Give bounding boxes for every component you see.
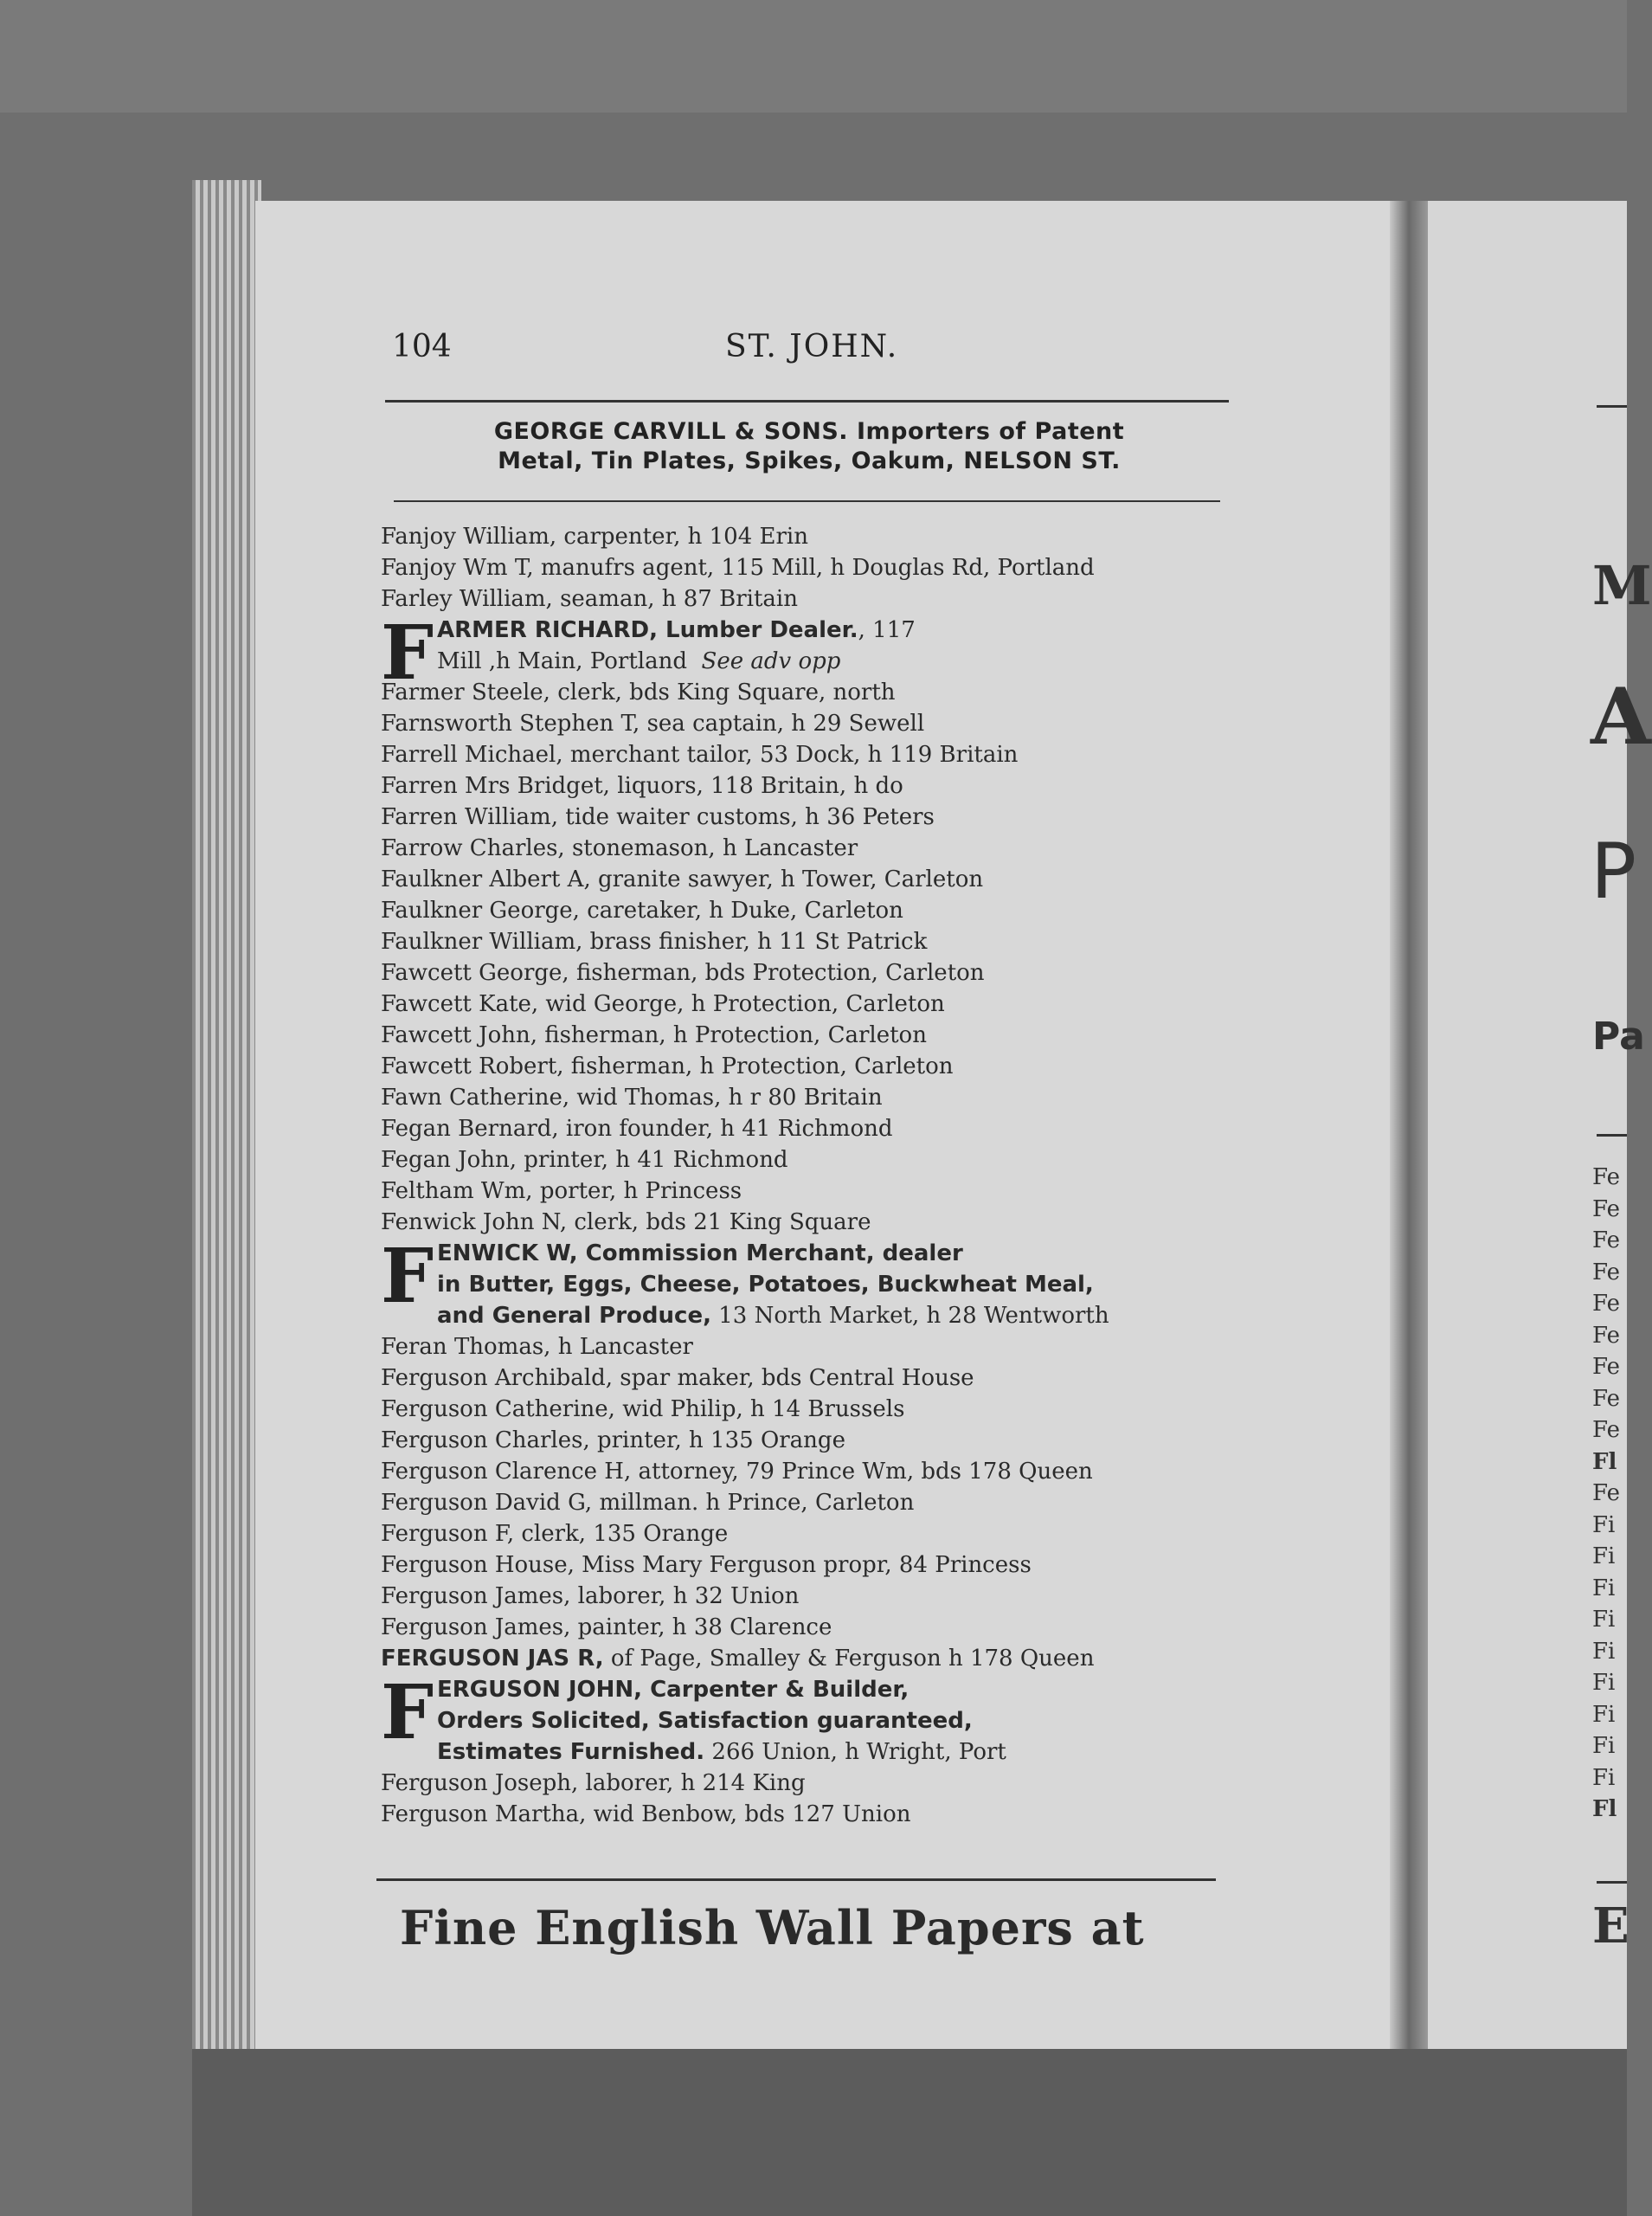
list-item: Fl: [1592, 1796, 1617, 1822]
list-item: Fanjoy Wm T, manufrs agent, 115 Mill, h Douglas Rd, Portland: [381, 555, 1095, 581]
list-item: Farley William, seaman, h 87 Britain: [381, 586, 798, 612]
header-rule: [385, 400, 1229, 403]
display-entry-fenwick: [381, 1233, 1237, 1331]
list-item: Ferguson Catherine, wid Philip, h 14 Brussels: [381, 1396, 905, 1422]
list-item: Fenwick John N, clerk, bds 21 King Square: [381, 1209, 871, 1235]
list-item: Fi: [1592, 1543, 1616, 1569]
list-item: Fe: [1592, 1385, 1621, 1412]
display-entry-text: Estimates Furnished.: [437, 1739, 705, 1765]
display-entry-text: 13 North Market, h 28 Wentworth: [710, 1303, 1109, 1329]
list-item: Fe: [1592, 1227, 1621, 1253]
list-item: Fe: [1592, 1354, 1621, 1380]
display-entry-name: ARMER RICHARD, Lumber Dealer.: [437, 617, 858, 643]
top-ad-rule: [394, 500, 1220, 502]
right-page-rule: [1597, 405, 1627, 408]
background-bottom: [192, 2049, 1627, 2216]
list-item: Fegan Bernard, iron founder, h 41 Richmond: [381, 1116, 893, 1142]
list-item: Farren William, tide waiter customs, h 36 Peters: [381, 804, 935, 830]
list-item: Feran Thomas, h Lancaster: [381, 1334, 693, 1360]
right-page-heading: Pa: [1592, 1015, 1645, 1059]
list-item: Fe: [1592, 1259, 1621, 1285]
list-item: Fe: [1592, 1480, 1621, 1506]
list-item: Fawcett Kate, wid George, h Protection, Carleton: [381, 991, 945, 1017]
right-page-rule: [1597, 1881, 1627, 1884]
page-header: [392, 329, 1227, 381]
list-item: Fi: [1592, 1670, 1616, 1696]
right-page-list: [1592, 1162, 1620, 1826]
list-item: Ferguson House, Miss Mary Ferguson propr, 84 Princess: [381, 1552, 1032, 1578]
list-item: Fi: [1592, 1638, 1616, 1665]
display-entry-text: , 117: [858, 617, 916, 643]
list-item: Fl: [1592, 1448, 1617, 1475]
display-entry-name: ERGUSON JOHN, Carpenter & Builder,: [437, 1677, 910, 1703]
list-item: Fe: [1592, 1195, 1621, 1222]
list-item-ferguson-jas: [381, 1643, 1237, 1674]
display-entry-text: Mill ,h Main, Portland: [437, 648, 687, 674]
list-item: Fawn Catherine, wid Thomas, h r 80 Britain: [381, 1085, 883, 1111]
directory-entries: [381, 521, 1237, 1830]
page-number: 104: [392, 329, 452, 364]
list-item: Fi: [1592, 1764, 1616, 1791]
list-item: Faulkner Albert A, granite sawyer, h Tower, Carleton: [381, 866, 984, 892]
list-item: Farrow Charles, stonemason, h Lancaster: [381, 835, 858, 861]
running-head: ST. JOHN.: [725, 329, 899, 364]
background-band: [0, 0, 1627, 113]
top-ad-line-1: GEORGE CARVILL & SONS. Importers of Patent: [493, 418, 1125, 445]
drop-cap: F: [381, 1669, 434, 1756]
list-item: Fi: [1592, 1733, 1616, 1759]
list-item: Faulkner George, caretaker, h Duke, Carleton: [381, 898, 903, 924]
list-item: Fegan John, printer, h 41 Richmond: [381, 1147, 788, 1173]
right-page-bottom-letter: E: [1592, 1897, 1630, 1955]
list-item: Ferguson James, laborer, h 32 Union: [381, 1583, 800, 1609]
bottom-ad-rule: [376, 1878, 1216, 1881]
display-entry-text: 266 Union, h Wright, Port: [704, 1739, 1006, 1765]
display-entry-text: Orders Solicited, Satisfaction guaranteed,: [437, 1708, 973, 1734]
list-item: Fawcett Robert, fisherman, h Protection, Carleton: [381, 1053, 954, 1079]
list-item: Ferguson Clarence H, attorney, 79 Prince Wm, bds 178 Queen: [381, 1459, 1093, 1485]
right-page-rule: [1597, 1134, 1627, 1137]
list-item: Fi: [1592, 1575, 1616, 1601]
bottom-advertisement: Fine English Wall Papers at: [400, 1900, 1145, 1955]
right-page-heading: M: [1592, 554, 1652, 617]
top-ad-line-2: Metal, Tin Plates, Spikes, Oakum, NELSON ST.: [498, 448, 1121, 474]
list-item: Ferguson Martha, wid Benbow, bds 127 Union: [381, 1801, 911, 1827]
right-page-heading: A: [1591, 671, 1651, 763]
list-item: Ferguson James, painter, h 38 Clarence: [381, 1614, 832, 1640]
list-item: Fanjoy William, carpenter, h 104 Erin: [381, 524, 808, 550]
display-entry-text: and General Produce,: [437, 1303, 711, 1329]
list-item: Ferguson Charles, printer, h 135 Orange: [381, 1427, 845, 1453]
list-item: Fawcett George, fisherman, bds Protection, Carleton: [381, 960, 985, 986]
list-item: Farrell Michael, merchant tailor, 53 Dock, h 119 Britain: [381, 742, 1019, 768]
display-entry-name: ENWICK W, Commission Merchant, dealer: [437, 1240, 963, 1266]
list-item: Fe: [1592, 1291, 1621, 1317]
list-item: Fe: [1592, 1164, 1621, 1190]
display-entry-text: in Butter, Eggs, Cheese, Potatoes, Buckwheat Meal,: [437, 1272, 1094, 1298]
list-item: Fe: [1592, 1417, 1621, 1443]
list-item: Fe: [1592, 1322, 1621, 1349]
drop-cap: F: [381, 609, 434, 697]
list-item: Farren Mrs Bridget, liquors, 118 Britain, h do: [381, 773, 903, 799]
book-page-edges: [192, 180, 261, 2050]
display-entry-ferguson-john: [381, 1669, 1237, 1768]
drop-cap: F: [381, 1233, 434, 1320]
list-item: Fi: [1592, 1511, 1616, 1538]
display-entry-note: See adv opp: [701, 648, 841, 674]
top-advertisement: [385, 417, 1233, 476]
list-item: Fawcett John, fisherman, h Protection, Carleton: [381, 1022, 927, 1048]
display-entry-text: of Page, Smalley & Ferguson h 178 Queen: [603, 1646, 1095, 1672]
list-item: Ferguson Archibald, spar maker, bds Central House: [381, 1365, 974, 1391]
list-item: Feltham Wm, porter, h Princess: [381, 1178, 742, 1204]
list-item: Faulkner William, brass finisher, h 11 St Patrick: [381, 929, 928, 955]
list-item: Farnsworth Stephen T, sea captain, h 29 Sewell: [381, 711, 925, 737]
list-item: Fi: [1592, 1607, 1616, 1633]
display-entry-name: FERGUSON JAS R,: [381, 1646, 604, 1672]
list-item: Fi: [1592, 1701, 1616, 1728]
book-gutter: [1390, 201, 1428, 2049]
list-item: Ferguson Joseph, laborer, h 214 King: [381, 1770, 806, 1796]
list-item: Farmer Steele, clerk, bds King Square, north: [381, 680, 896, 705]
right-page-heading: P: [1591, 827, 1637, 916]
list-item: Ferguson F, clerk, 135 Orange: [381, 1521, 729, 1547]
list-item: Ferguson David G, millman. h Prince, Carleton: [381, 1490, 915, 1516]
